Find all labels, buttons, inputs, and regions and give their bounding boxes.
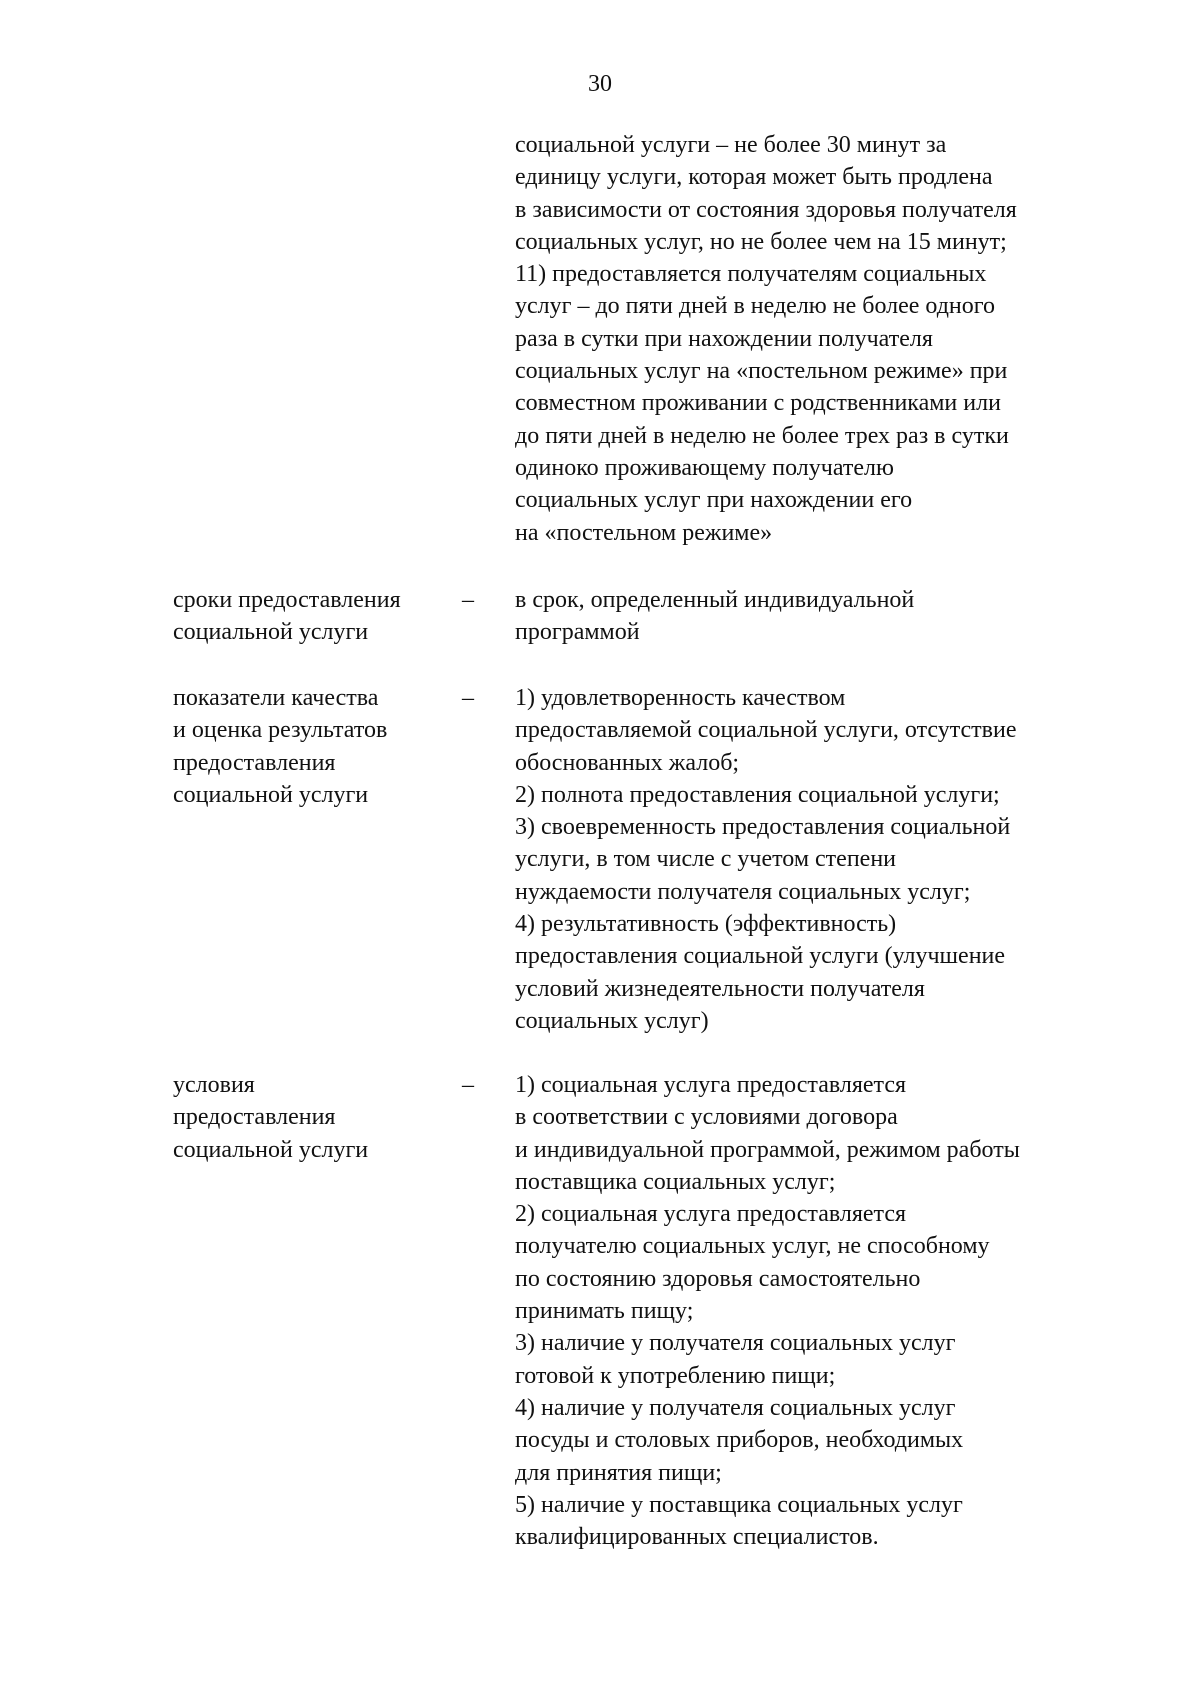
row-value: в срок, определенный индивидуальной программой xyxy=(515,587,915,646)
row-dash: – xyxy=(462,587,474,613)
row-dash: – xyxy=(462,685,474,711)
row-value: 1) социальная услуга предоставляется в соответствии с условиями договора и индивидуальной программой, режимом работы поставщика социальных услуг; 2) социальная услуга предоставляется получателю социальных услуг, не способному по состоянию здоровья самостоятельно принимать пищу; 3) наличие у получателя социальных услуг готовой к употреблению пищи; 4) наличие у получателя социальных услуг посуды и столовых приборов, необходимых для принятия пищи; 5) наличие у поставщика социальных услуг квалифицированных специалистов. xyxy=(515,1072,1020,1551)
row-label: сроки предоставления социальной услуги xyxy=(173,587,401,646)
row-label: показатели качества и оценка результатов предоставления социальной услуги xyxy=(173,685,388,808)
continuation-text: социальной услуги – не более 30 минут за единицу услуги, которая может быть продлена в зависимости от состояния здоровья получателя социальных услуг, но не более чем на 15 минут; 11) предоставляется получателям социальных услуг – до пяти дней в неделю не более одного раза в сутки при нахождении получателя социальных услуг на «постельном режиме» при совместном проживании с родственниками или до пяти дней в неделю не более трех раз в сутки одиноко проживающему получателю социальных услуг при нахождении его на «постельном режиме» xyxy=(515,132,1017,546)
page-number: 30 xyxy=(588,71,612,97)
row-label: условия предоставления социальной услуги xyxy=(173,1072,369,1163)
row-value: 1) удовлетворенность качеством предоставляемой социальной услуги, отсутствие обоснованных жалоб; 2) полнота предоставления социальной услуги; 3) своевременность предоставления социальной услуги, в том числе с учетом степени нуждаемости получателя социальных услуг; 4) результативность (эффективность) предоставления социальной услуги (улучшение условий жизнедеятельности получателя социальных услуг) xyxy=(515,685,1017,1034)
row-dash: – xyxy=(462,1072,474,1098)
